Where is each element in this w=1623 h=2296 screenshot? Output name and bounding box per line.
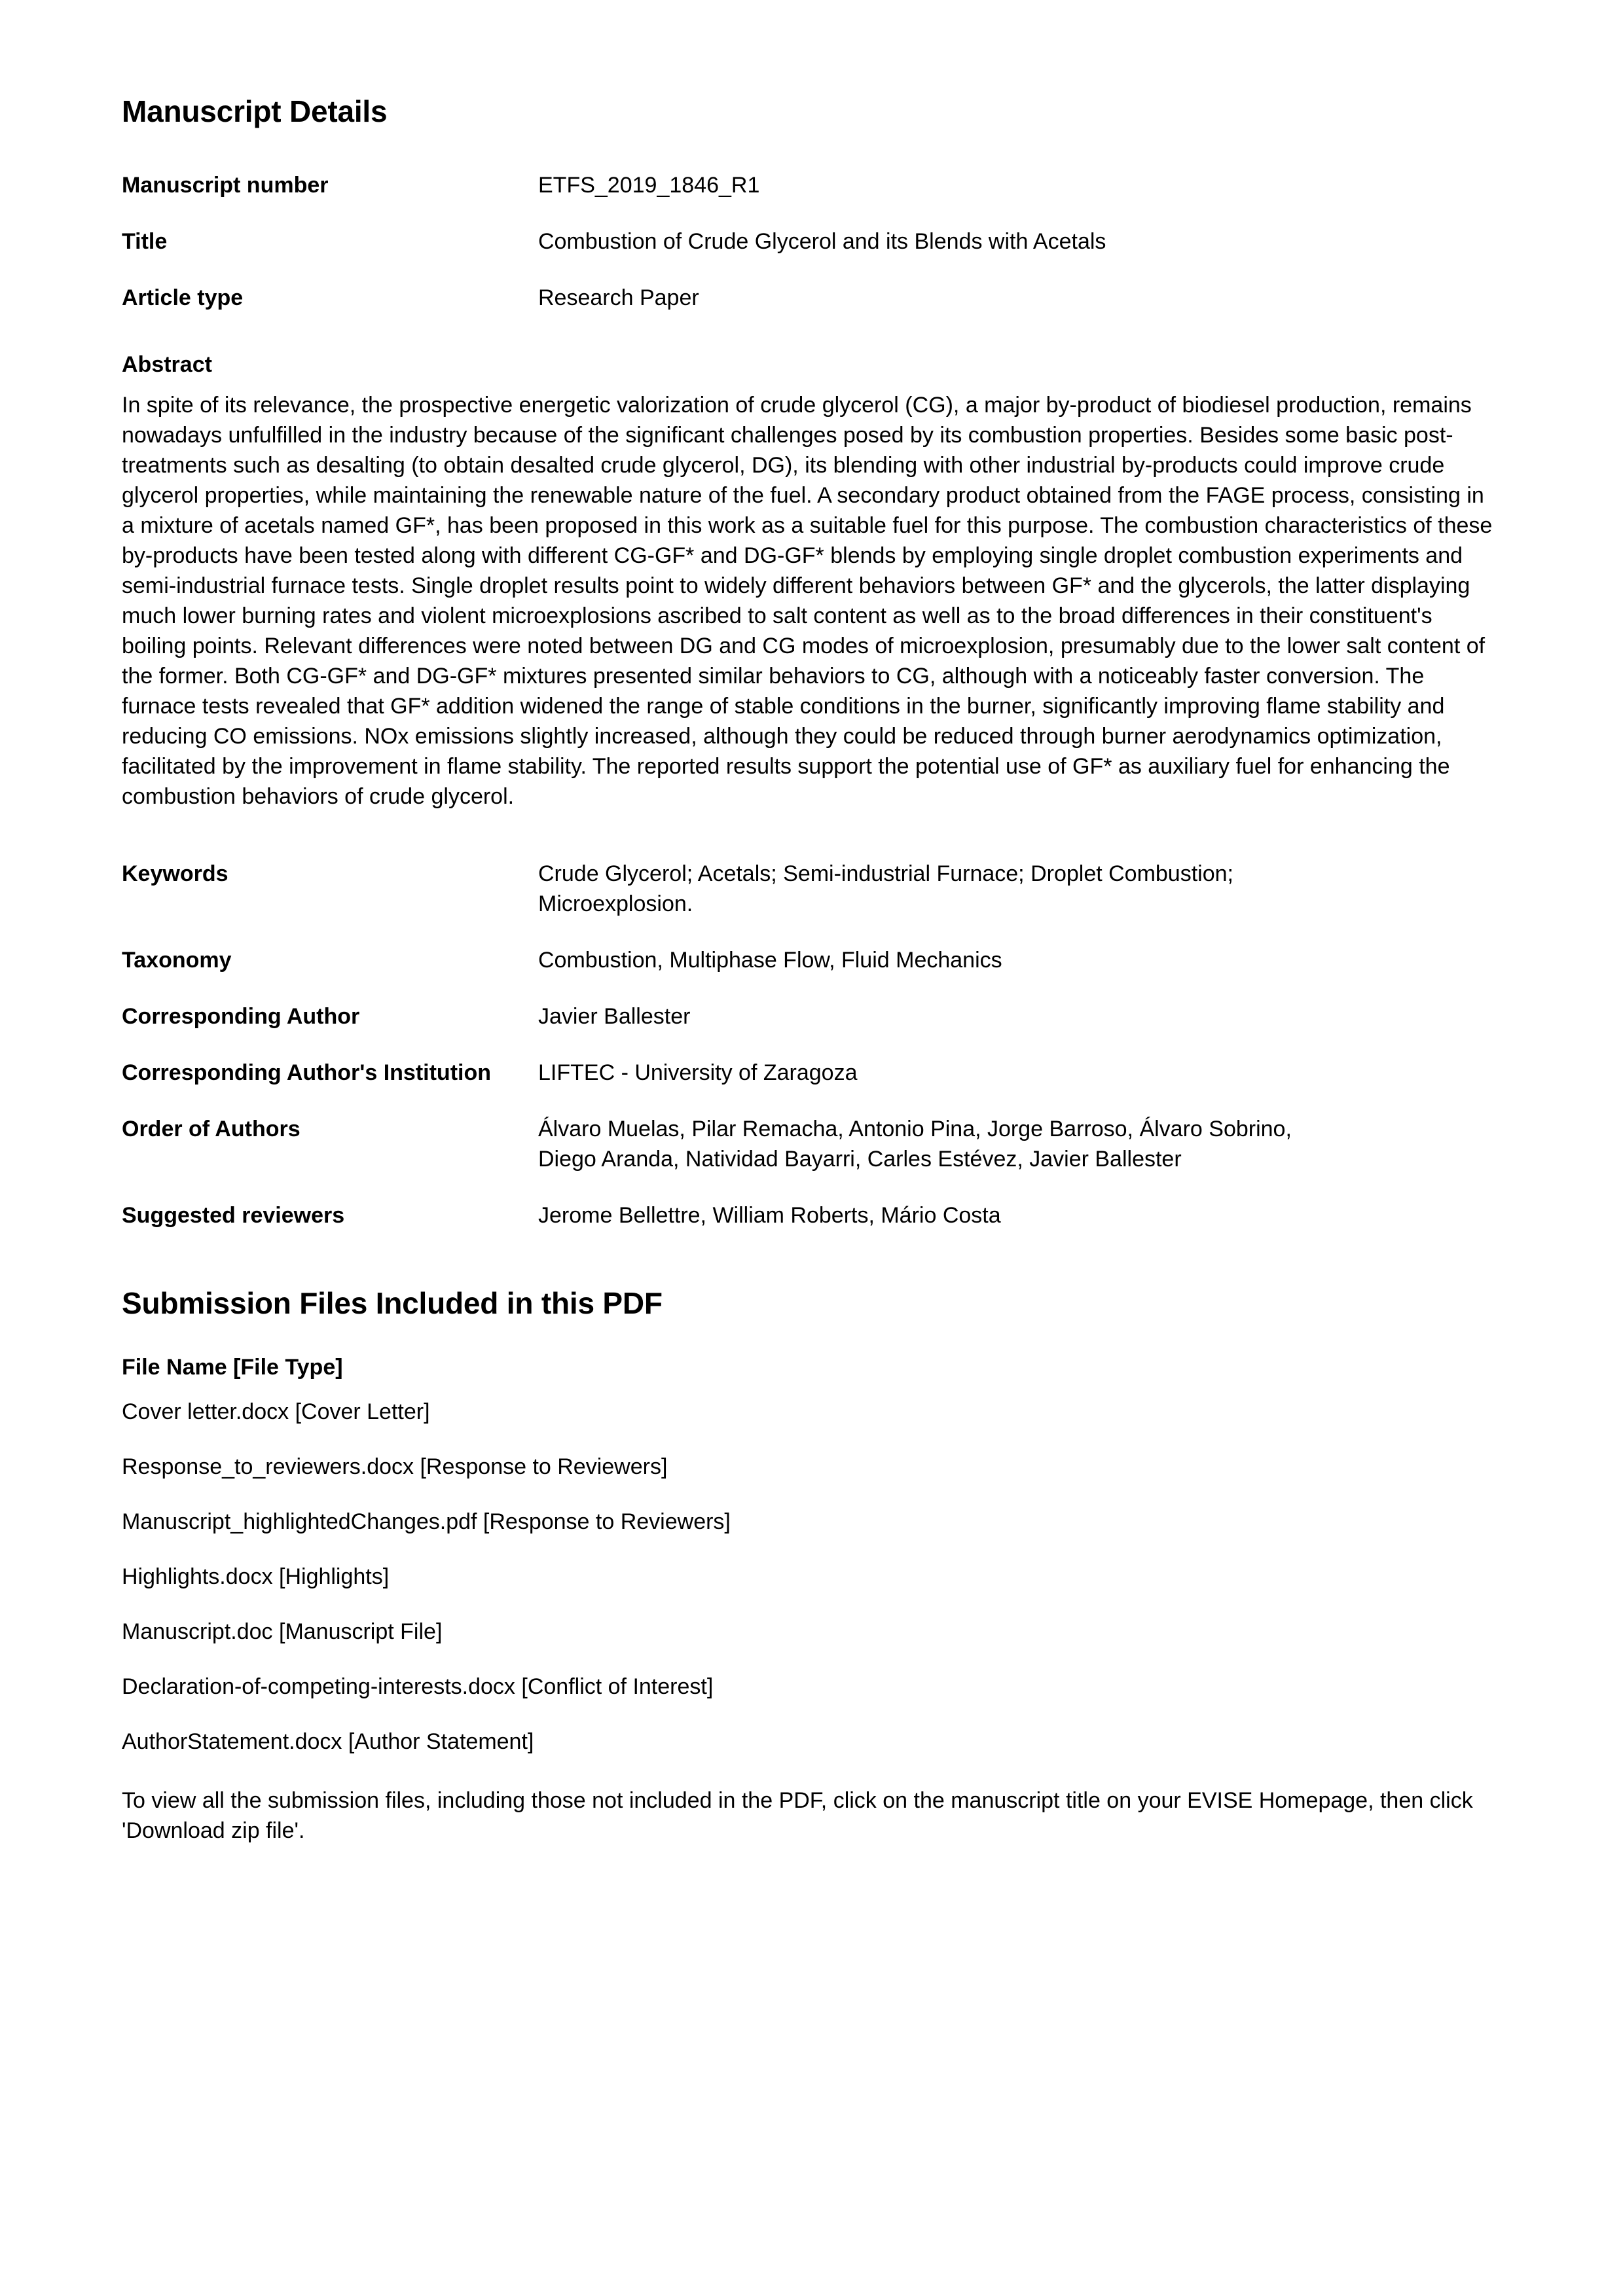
field-label-suggested-reviewers: Suggested reviewers xyxy=(122,1202,345,1228)
row-spacer xyxy=(122,200,1497,226)
keywords-line-1: Crude Glycerol; Acetals; Semi-industrial Furnace; Droplet Combustion; xyxy=(538,861,1233,886)
spacer-cell xyxy=(538,919,1497,945)
spacer-cell xyxy=(122,1174,538,1200)
spacer xyxy=(122,812,1497,859)
row-spacer xyxy=(122,975,1497,1001)
spacer-cell xyxy=(122,919,538,945)
field-label-article-type: Article type xyxy=(122,285,244,310)
field-value-suggested-reviewers: Jerome Bellettre, William Roberts, Mário Costa xyxy=(538,1202,1001,1228)
spacer xyxy=(122,128,1497,170)
row-spacer xyxy=(122,1088,1497,1114)
authors-line-1: Álvaro Muelas, Pilar Remacha, Antonio Pina, Jorge Barroso, Álvaro Sobrino, xyxy=(538,1116,1292,1141)
spacer xyxy=(122,1382,1497,1397)
spacer-cell xyxy=(538,1088,1497,1114)
abstract-text: In spite of its relevance, the prospective energetic valorization of crude glycerol (CG), a major by-product of biodiesel production, remains nowadays unfulfilled in the industry because of the significant challenges posed by its combustion properties. Besides some basic post-treatments such as desalting (to obtain desalted crude glycerol, DG), its blending with other industrial by-products could improve crude glycerol properties, while maintaining the renewable nature of the fuel. A secondary product obtained from the FAGE process, consisting in a mixture of acetals named GF*, has been proposed in this work as a suitable fuel for this purpose. The combustion characteristics of these by-products have been tested along with different CG-GF* and DG-GF* blends by employing single droplet combustion experiments and semi-industrial furnace tests. Single droplet results point to widely different behaviors between GF* and the glycerols, the latter displaying much lower burning rates and violent microexplosions ascribed to salt content as well as to the broad differences in their constituent's boiling points. Relevant differences were noted between DG and CG modes of microexplosion, presumably due to the lower salt content of the former. Both CG-GF* and DG-GF* mixtures presented similar behaviors to CG, although with a noticeably faster conversion. The furnace tests revealed that GF* addition widened the range of stable conditions in the burner, significantly improving flame stability and reducing CO emissions. NOx emissions slightly increased, although they could be reduced through burner aerodynamics optimization, facilitated by the improvement in flame stability. The reported results support the potential use of GF* as auxiliary fuel for enhancing the combustion behaviors of crude glycerol. xyxy=(122,392,1493,809)
spacer xyxy=(122,1319,1497,1352)
field-label-taxonomy: Taxonomy xyxy=(122,947,232,973)
table-row xyxy=(122,226,1497,257)
table-row xyxy=(122,170,1497,200)
field-value-keywords xyxy=(538,859,1497,919)
spacer-cell xyxy=(122,1088,538,1114)
list-item[interactable]: Highlights.docx [Highlights] xyxy=(122,1564,390,1590)
page-title: Manuscript Details xyxy=(122,94,388,128)
table-row xyxy=(122,1114,1497,1174)
spacer xyxy=(122,1230,1497,1287)
row-spacer xyxy=(122,919,1497,945)
spacer xyxy=(122,1647,1497,1672)
spacer-cell xyxy=(538,1031,1497,1058)
manuscript-details-table xyxy=(122,170,1497,313)
table-row xyxy=(122,1200,1497,1230)
keywords-line-2: Microexplosion. xyxy=(538,891,693,916)
spacer xyxy=(122,1427,1497,1452)
table-row xyxy=(122,1001,1497,1031)
spacer xyxy=(122,1482,1497,1507)
field-label-manuscript-number: Manuscript number xyxy=(122,172,329,198)
spacer xyxy=(122,1592,1497,1617)
spacer xyxy=(122,380,1497,390)
spacer-cell xyxy=(122,1031,538,1058)
download-instructions-note: To view all the submission files, including those not included in the PDF, click on the manuscript title on your EVISE Homepage, then click 'Download zip file'. xyxy=(122,1788,1473,1844)
row-spacer xyxy=(122,1031,1497,1058)
spacer xyxy=(122,1702,1497,1727)
spacer-cell xyxy=(122,975,538,1001)
metadata-table xyxy=(122,859,1497,1230)
table-row xyxy=(122,859,1497,919)
list-item[interactable]: Manuscript.doc [Manuscript File] xyxy=(122,1619,443,1645)
spacer-cell xyxy=(538,200,1497,226)
row-spacer xyxy=(122,1174,1497,1200)
field-label-title: Title xyxy=(122,228,168,254)
field-label-order-of-authors: Order of Authors xyxy=(122,1116,301,1141)
field-value-title: Combustion of Crude Glycerol and its Blends with Acetals xyxy=(538,228,1106,254)
submission-files-title: Submission Files Included in this PDF xyxy=(122,1285,663,1320)
file-list-column-header: File Name [File Type] xyxy=(122,1355,343,1380)
table-row xyxy=(122,1058,1497,1088)
row-spacer xyxy=(122,257,1497,283)
list-item[interactable]: Manuscript_highlightedChanges.pdf [Response to Reviewers] xyxy=(122,1509,731,1535)
field-value-taxonomy: Combustion, Multiphase Flow, Fluid Mechanics xyxy=(538,947,1002,973)
institution-label-line-2: Institution xyxy=(383,1060,492,1085)
spacer-cell xyxy=(122,257,538,283)
page-content xyxy=(122,0,1497,1846)
list-item[interactable]: AuthorStatement.docx [Author Statement] xyxy=(122,1729,534,1755)
spacer-cell xyxy=(538,975,1497,1001)
field-value-order-of-authors xyxy=(538,1114,1497,1174)
spacer xyxy=(122,313,1497,350)
field-label-corresponding-author-institution xyxy=(122,1058,538,1088)
field-label-keywords: Keywords xyxy=(122,861,228,886)
spacer-cell xyxy=(122,200,538,226)
field-value-corresponding-author: Javier Ballester xyxy=(538,1003,691,1029)
abstract-label: Abstract xyxy=(122,351,212,377)
spacer xyxy=(122,1757,1497,1785)
list-item[interactable]: Declaration-of-competing-interests.docx [Conflict of Interest] xyxy=(122,1674,714,1700)
institution-label-line-1: Corresponding Author's xyxy=(122,1060,378,1085)
list-item[interactable]: Response_to_reviewers.docx [Response to Reviewers] xyxy=(122,1454,668,1480)
field-value-corresponding-author-institution: LIFTEC - University of Zaragoza xyxy=(538,1060,858,1085)
table-row xyxy=(122,283,1497,313)
spacer xyxy=(122,1537,1497,1562)
table-row xyxy=(122,945,1497,975)
list-item[interactable]: Cover letter.docx [Cover Letter] xyxy=(122,1399,430,1425)
field-label-corresponding-author: Corresponding Author xyxy=(122,1003,360,1029)
spacer-cell xyxy=(538,1174,1497,1200)
field-value-article-type: Research Paper xyxy=(538,285,699,310)
authors-line-2: Diego Aranda, Natividad Bayarri, Carles Estévez, Javier Ballester xyxy=(538,1146,1182,1172)
spacer-cell xyxy=(538,257,1497,283)
field-value-manuscript-number: ETFS_2019_1846_R1 xyxy=(538,172,760,198)
